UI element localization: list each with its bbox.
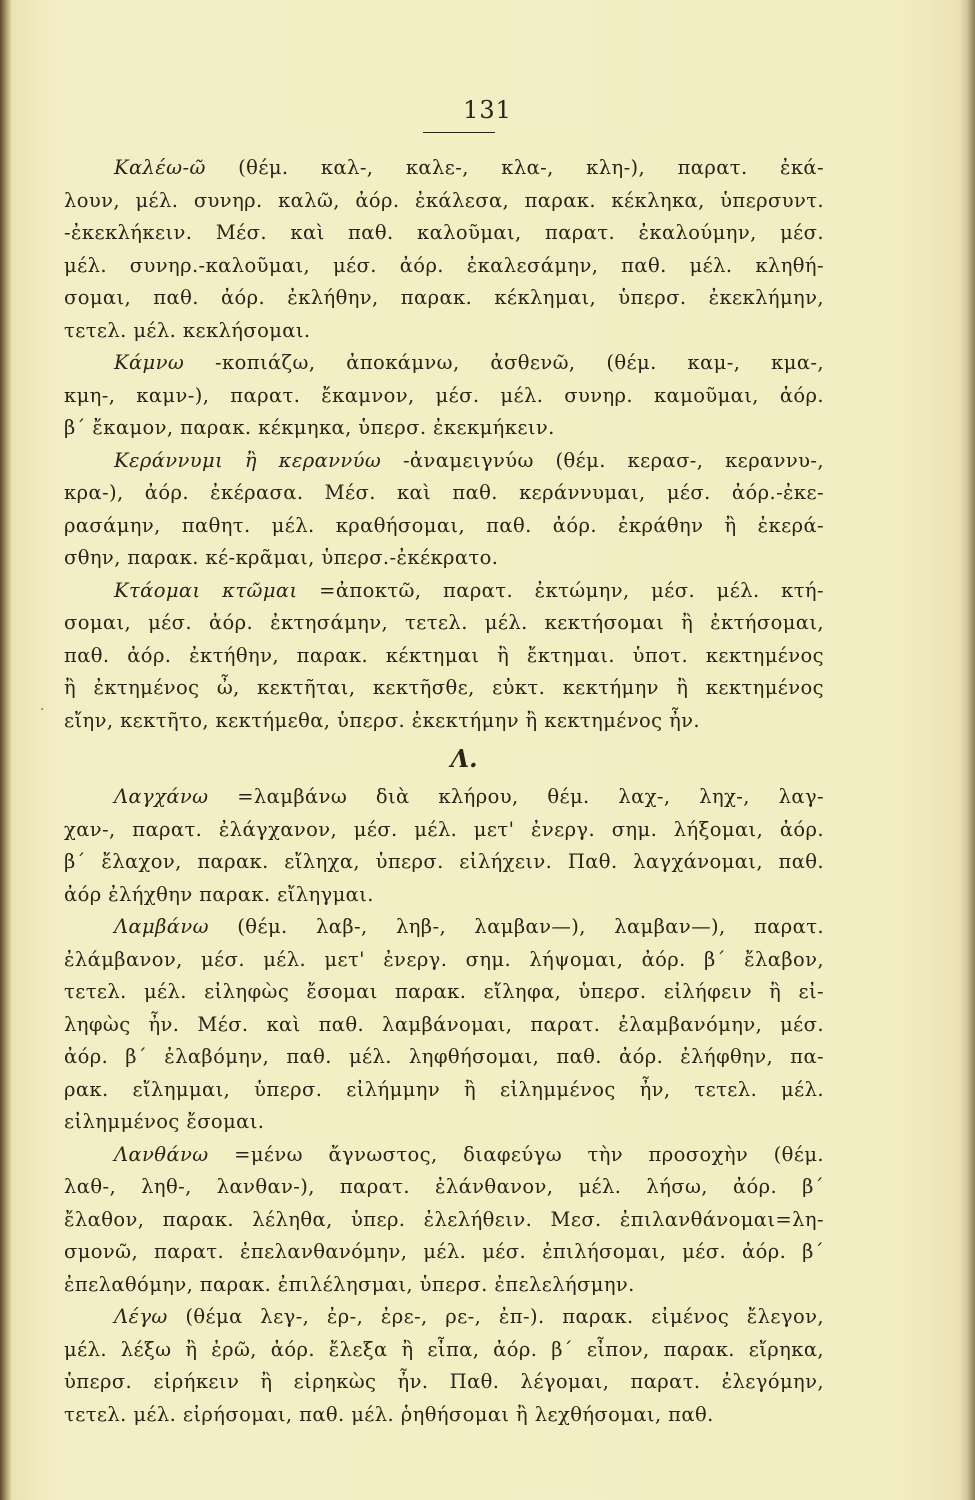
entry-line: [64, 217, 824, 250]
entry-line: [64, 879, 824, 912]
entry-line: [64, 1106, 824, 1139]
entry-text: κρα-), ἀόρ. ἐκέρασα. Μέσ. καὶ παθ. κεράννυμαι, μέσ. ἀόρ.-ἐκε-: [64, 481, 824, 504]
entry-text: τετελ. μέλ. κεκλήσομαι.: [64, 318, 311, 342]
entry-line: [64, 185, 824, 218]
entry-first-line: [64, 1301, 824, 1334]
entry-line: [64, 976, 824, 1009]
entry-first-line: [64, 152, 824, 185]
entry-first-line: [64, 1139, 824, 1172]
entry-line: [64, 1009, 824, 1042]
entry-text: σομαι, παθ. ἀόρ. ἐκλήθην, παρακ. κέκλημαι, ὑπερσ. ἐκεκλήμην,: [64, 286, 824, 309]
entry-text: -κοπιάζω, ἀποκάμνω, ἀσθενῶ, (θέμ. καμ-, κμα-,: [215, 351, 824, 374]
entry-line: [64, 1041, 824, 1074]
entry-line: [64, 1074, 824, 1107]
entry-text: εἰλημμένος ἔσομαι.: [64, 1110, 265, 1133]
entry-line: [64, 542, 824, 575]
entry-headword: Λέγω: [114, 1305, 168, 1328]
dictionary-entry: [64, 911, 824, 1139]
entry-text: σομαι, μέσ. ἀόρ. ἐκτησάμην, τετελ. μέλ. κεκτήσομαι ἢ ἐκτήσομαι,: [64, 611, 824, 634]
entry-text: τετελ. μέλ. εἰρήσομαι, παθ. μέλ. ῥηθήσομαι ἢ λεχθήσομαι, παθ.: [64, 1402, 714, 1426]
entry-first-line: [64, 781, 824, 814]
entry-text: ρακ. εἴλημμαι, ὑπερσ. εἰλήμμην ἢ εἰλημμένος ἦν, τετελ. μέλ.: [64, 1077, 824, 1101]
entry-text: (θέμ. καλ-, καλε-, κλα-, κλη-), παρατ. ἐκά-: [238, 156, 824, 179]
entry-line: [64, 814, 824, 847]
entry-headword: Καλέω-ῶ: [114, 156, 206, 179]
entry-line: [64, 1366, 824, 1399]
entry-first-line: [64, 347, 824, 380]
entry-headword: Κάμνω: [114, 351, 185, 374]
page-edge: [959, 0, 975, 1500]
entry-text: κμη-, καμν-), παρατ. ἔκαμνον, μέσ. μέλ. συνηρ. καμοῦμαι, ἀόρ.: [64, 383, 824, 407]
entries-k: [64, 152, 824, 737]
entry-line: [64, 250, 824, 283]
entry-text: -ἐκεκλήκειν. Μέσ. καὶ παθ. καλοῦμαι, παρατ. ἐκαλούμην, μέσ.: [64, 221, 824, 244]
entry-text: λουν, μέλ. συνηρ. καλῶ, ἀόρ. ἐκάλεσα, παρακ. κέκληκα, ὑπερσυντ.: [64, 188, 824, 212]
entry-line: [64, 477, 824, 510]
entry-text: ἔλαθον, παρακ. λέληθα, ὑπερ. ἐλελήθειν. Μεσ. ἐπιλανθάνομαι=λη-: [64, 1207, 824, 1231]
entry-text: =μένω ἄγνωστος, διαφεύγω τὴν προσοχὴν (θέμ.: [234, 1142, 824, 1166]
entry-text: ἀόρ ἐλήχθην παρακ. εἴληγμαι.: [64, 882, 374, 906]
entry-text: β΄ ἔκαμον, παρακ. κέκμηκα, ὑπερσ. ἐκεκμήκειν.: [64, 416, 555, 439]
entry-line: [64, 1399, 824, 1432]
entry-line: [64, 1204, 824, 1237]
entry-line: [64, 282, 824, 315]
entry-text: -ἀναμειγνύω (θέμ. κερασ-, κεραννυ-,: [402, 448, 824, 472]
entry-line: [64, 1269, 824, 1302]
entry-line: [64, 1236, 824, 1269]
entry-text: λαθ-, ληθ-, λανθαν-), παρατ. ἐλάνθανον, μέλ. λήσω, ἀόρ. β΄: [64, 1175, 824, 1198]
entry-headword: Λαγχάνω: [114, 785, 209, 808]
entry-headword: Κεράννυμι ἢ κεραννύω: [114, 448, 382, 472]
entry-text: σμονῶ, παρατ. ἐπελανθανόμην, μέλ. μέσ. ἐπιλήσομαι, μέσ. ἀόρ. β΄: [64, 1240, 824, 1263]
entry-line: [64, 607, 824, 640]
entry-text: μέλ. συνηρ.-καλοῦμαι, μέσ. ἀόρ. ἐκαλεσάμην, παθ. μέλ. κληθή-: [64, 253, 824, 277]
dictionary-entry: [64, 152, 824, 347]
page-body: [64, 152, 824, 1431]
page-binding-shadow: [0, 0, 12, 1500]
entry-line: [64, 315, 824, 348]
dictionary-entry: [64, 781, 824, 911]
dictionary-entry: [64, 1139, 824, 1302]
entry-headword: Λαμβάνω: [114, 915, 209, 938]
entry-first-line: [64, 445, 824, 478]
entry-line: [64, 510, 824, 543]
entry-text: παθ. ἀόρ. ἐκτήθην, παρακ. κέκτημαι ἢ ἔκτημαι. ὑποτ. κεκτημένος: [64, 643, 824, 667]
entry-text: (θέμ. λαβ-, ληβ-, λαμβαν—), λαμβαν—), παρατ.: [237, 915, 824, 938]
entry-text: ἀόρ. β΄ ἐλαβόμην, παθ. μέλ. ληφθήσομαι, παθ. ἀόρ. ἐλήφθην, πα-: [64, 1045, 824, 1068]
entry-headword: Κτάομαι κτῶμαι: [114, 578, 298, 602]
dictionary-entry: [64, 1301, 824, 1431]
section-letter: Λ.: [450, 744, 478, 773]
margin-dot: ·: [40, 702, 45, 718]
entry-text: σθην, παρακ. κέ-κρᾶμαι, ὑπερσ.-ἐκέκρατο.: [64, 546, 499, 569]
dictionary-entry: [64, 575, 824, 738]
entry-line: [64, 705, 824, 738]
entry-text: μέλ. λέξω ἢ ἐρῶ, ἀόρ. ἔλεξα ἢ εἶπα, ἀόρ. β΄ εἶπον, παρακ. εἴρηκα,: [64, 1337, 824, 1361]
entry-line: [64, 640, 824, 673]
entry-text: τετελ. μέλ. εἰληφὼς ἔσομαι παρακ. εἴληφα, ὑπερσ. εἰλήφειν ἢ εἰ-: [64, 980, 824, 1003]
entry-text: χαν-, παρατ. ἐλάγχανον, μέσ. μέλ. μετ' ἐνεργ. σημ. λήξομαι, ἀόρ.: [64, 817, 824, 841]
entries-l: [64, 781, 824, 1431]
entry-text: εἴην, κεκτῆτο, κεκτήμεθα, ὑπερσ. ἐκεκτήμην ἢ κεκτημένος ἦν.: [64, 708, 701, 732]
entry-line: [64, 846, 824, 879]
entry-text: =ἀποκτῶ, παρατ. ἐκτώμην, μέσ. μέλ. κτή-: [319, 578, 824, 602]
dictionary-entry: [64, 347, 824, 445]
entry-line: [64, 380, 824, 413]
entry-first-line: [64, 911, 824, 944]
entry-headword: Λανθάνω: [114, 1142, 209, 1166]
entry-line: [64, 672, 824, 705]
entry-first-line: [64, 575, 824, 608]
entry-text: ἐπελαθόμην, παρακ. ἐπιλέλησμαι, ὑπερσ. ἐπελελήσμην.: [64, 1272, 635, 1296]
entry-line: [64, 1171, 824, 1204]
entry-text: ληφὼς ἦν. Μέσ. καὶ παθ. λαμβάνομαι, παρατ. ἐλαμβανόμην, μέσ.: [64, 1012, 824, 1036]
header-rule: [423, 132, 495, 133]
entry-line: [64, 944, 824, 977]
entry-text: ρασάμην, παθητ. μέλ. κραθήσομαι, παθ. ἀόρ. ἐκράθην ἢ ἐκερά-: [64, 513, 824, 537]
entry-text: ὑπερσ. εἰρήκειν ἢ εἰρηκὼς ἦν. Παθ. λέγομαι, παρατ. ἐλεγόμην,: [64, 1370, 824, 1393]
entry-text: (θέμα λεγ-, ἐρ-, ἐρε-, ρε-, ἐπ-). παρακ. εἰμένος ἔλεγον,: [185, 1305, 824, 1328]
entry-line: [64, 412, 824, 445]
dictionary-entry: [64, 445, 824, 575]
entry-text: ἐλάμβανον, μέσ. μέλ. μετ' ἐνεργ. σημ. λήψομαι, ἀόρ. β΄ ἔλαβον,: [64, 947, 824, 971]
entry-text: =λαμβάνω διὰ κλήρου, θέμ. λαχ-, ληχ-, λαγ-: [237, 785, 824, 808]
entry-line: [64, 1334, 824, 1367]
page-number: 131: [463, 96, 512, 124]
entry-text: ἢ ἐκτημένος ὦ, κεκτῆται, κεκτῆσθε, εὐκτ. κεκτήμην ἢ κεκτημένος: [64, 676, 824, 699]
entry-text: β΄ ἔλαχον, παρακ. εἴληχα, ὑπερσ. εἰλήχειν. Παθ. λαγχάνομαι, παθ.: [64, 850, 824, 873]
